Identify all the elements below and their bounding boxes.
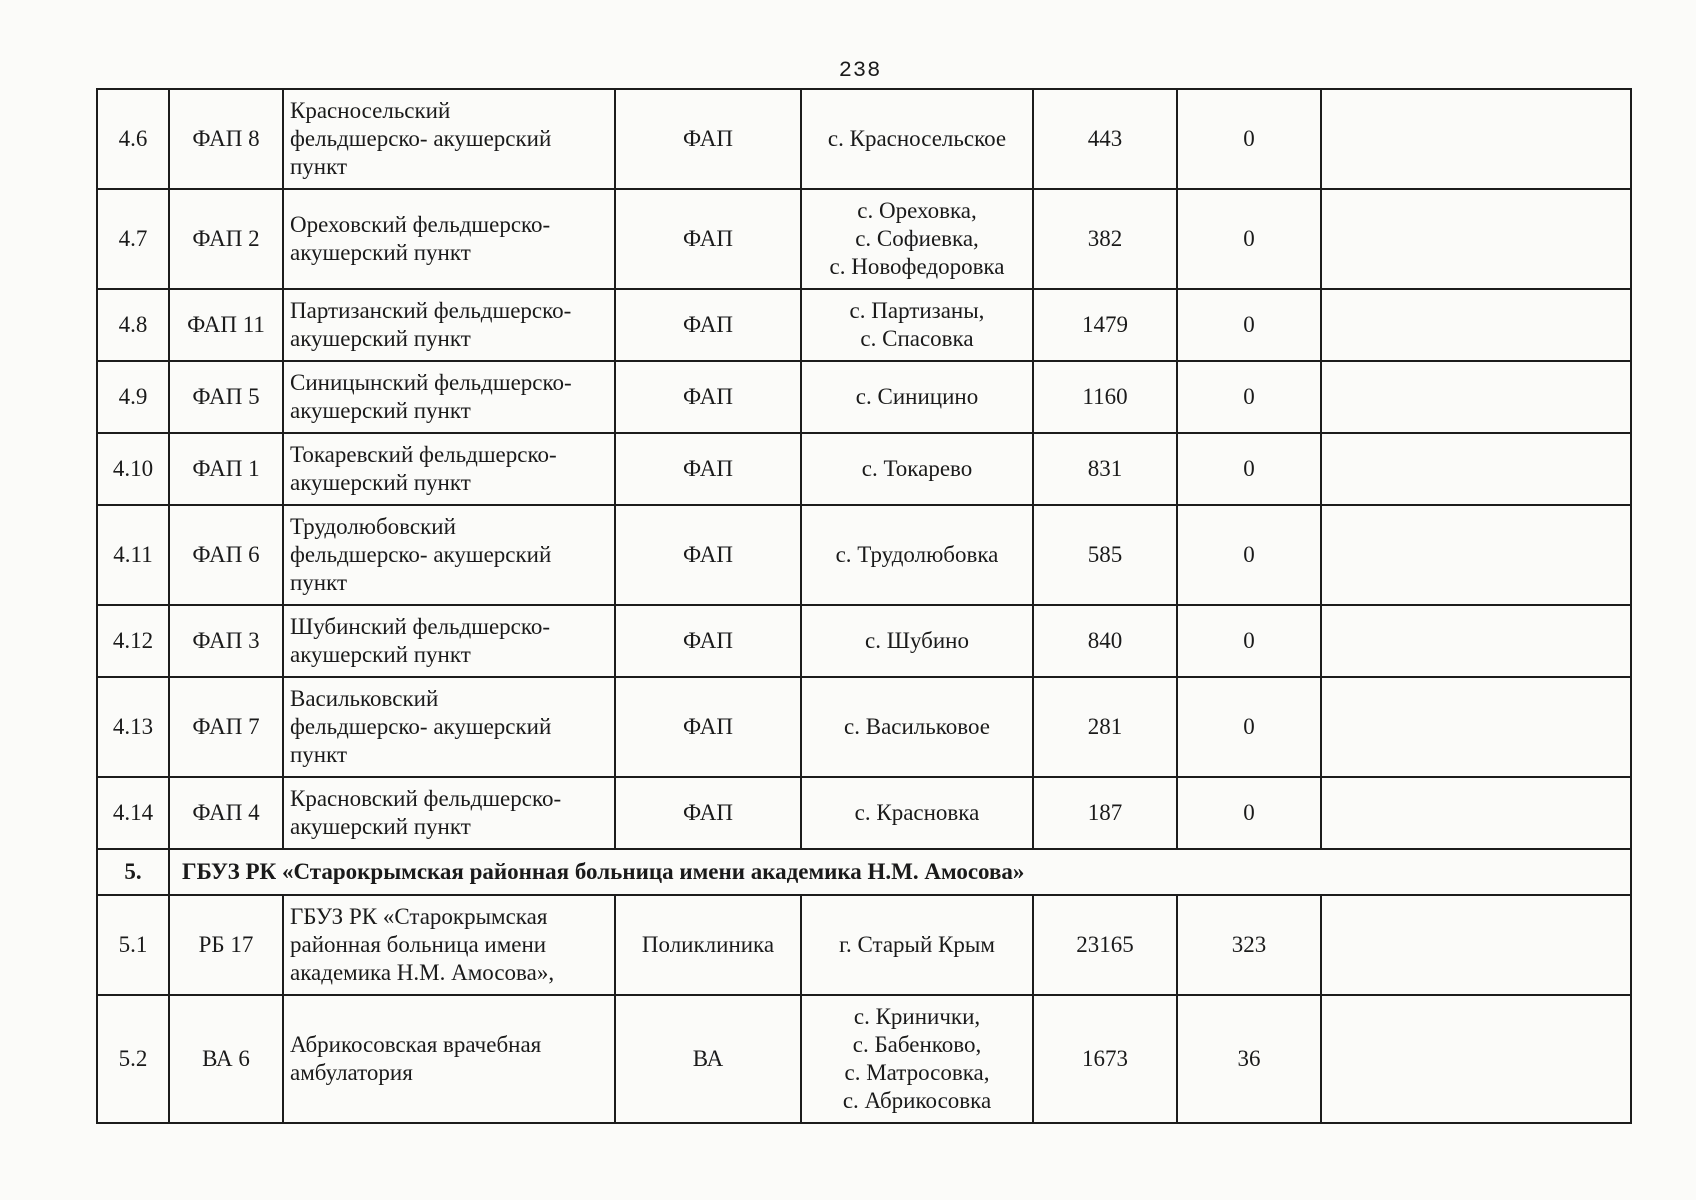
population-value: 443 — [1033, 89, 1177, 189]
table-row — [97, 361, 1631, 433]
facility-name-line: акушерский пункт — [290, 642, 471, 667]
table-row — [97, 677, 1631, 777]
row-number: 4.14 — [97, 777, 169, 849]
table-row — [97, 995, 1631, 1123]
row-number: 4.11 — [97, 505, 169, 605]
served-places — [801, 605, 1033, 677]
served-places-line: с. Васильковое — [844, 714, 990, 739]
facility-name-line: Ореховский фельдшерско- — [290, 212, 551, 237]
facilities-table — [96, 88, 1632, 1124]
served-places-line: с. Софиевка, — [855, 226, 979, 251]
table-row — [97, 895, 1631, 995]
facility-name-line: ГБУЗ РК «Старокрымская — [290, 904, 548, 929]
second-value: 0 — [1177, 289, 1321, 361]
facility-name — [283, 777, 615, 849]
second-value: 0 — [1177, 677, 1321, 777]
served-places — [801, 433, 1033, 505]
note-cell — [1321, 361, 1631, 433]
served-places-line: с. Токарево — [861, 456, 973, 481]
second-value: 36 — [1177, 995, 1321, 1123]
table-row — [97, 189, 1631, 289]
served-places — [801, 289, 1033, 361]
facility-name-line: районная больница имени — [290, 932, 547, 957]
row-number: 4.8 — [97, 289, 169, 361]
note-cell — [1321, 433, 1631, 505]
facility-code: ФАП 7 — [169, 677, 283, 777]
facility-name — [283, 605, 615, 677]
table-row — [97, 505, 1631, 605]
facility-name-line: Партизанский фельдшерско- — [290, 298, 572, 323]
facility-type: ВА — [615, 995, 801, 1123]
served-places — [801, 189, 1033, 289]
section-number: 5. — [97, 849, 169, 895]
facility-code: ФАП 3 — [169, 605, 283, 677]
served-places-line: с. Красновка — [854, 800, 980, 825]
second-value: 0 — [1177, 189, 1321, 289]
facility-code: ФАП 2 — [169, 189, 283, 289]
table-body-district-5 — [97, 895, 1631, 1123]
row-number: 4.13 — [97, 677, 169, 777]
facility-name-line: Токаревский фельдшерско- — [290, 442, 557, 467]
note-cell — [1321, 289, 1631, 361]
facility-type: ФАП — [615, 777, 801, 849]
served-places-line: с. Абрикосовка — [842, 1088, 992, 1113]
note-cell — [1321, 995, 1631, 1123]
second-value: 0 — [1177, 605, 1321, 677]
served-places-line: с. Бабенково, — [852, 1032, 982, 1057]
facility-name — [283, 995, 615, 1123]
facility-type: ФАП — [615, 189, 801, 289]
population-value: 1479 — [1033, 289, 1177, 361]
facility-name-line: акушерский пункт — [290, 470, 471, 495]
section-header-row — [97, 849, 1631, 895]
population-value: 23165 — [1033, 895, 1177, 995]
row-number: 5.2 — [97, 995, 169, 1123]
row-number: 4.6 — [97, 89, 169, 189]
table-row — [97, 289, 1631, 361]
facility-name-line: Красносельский — [290, 98, 451, 123]
row-number: 4.9 — [97, 361, 169, 433]
table-body-section-5 — [97, 849, 1631, 895]
facility-name-line: Шубинский фельдшерско- — [290, 614, 551, 639]
served-places — [801, 895, 1033, 995]
facility-type: ФАП — [615, 677, 801, 777]
facility-code: ФАП 8 — [169, 89, 283, 189]
second-value: 323 — [1177, 895, 1321, 995]
facility-name — [283, 433, 615, 505]
note-cell — [1321, 895, 1631, 995]
facility-name-line: академика Н.М. Амосова», — [290, 960, 555, 985]
population-value: 831 — [1033, 433, 1177, 505]
row-number: 4.7 — [97, 189, 169, 289]
facility-name-line: фельдшерско- акушерский — [290, 714, 552, 739]
note-cell — [1321, 777, 1631, 849]
served-places-line: с. Матросовка, — [844, 1060, 990, 1085]
population-value: 187 — [1033, 777, 1177, 849]
note-cell — [1321, 605, 1631, 677]
second-value: 0 — [1177, 777, 1321, 849]
row-number: 4.10 — [97, 433, 169, 505]
facility-type: ФАП — [615, 89, 801, 189]
facility-name — [283, 895, 615, 995]
table-row — [97, 89, 1631, 189]
table-body-district-4 — [97, 89, 1631, 849]
facility-name-line: пункт — [290, 742, 348, 767]
facility-name-line: акушерский пункт — [290, 240, 471, 265]
facility-name — [283, 189, 615, 289]
facility-name — [283, 89, 615, 189]
facility-name — [283, 361, 615, 433]
second-value: 0 — [1177, 433, 1321, 505]
served-places-line: с. Новофедоровка — [829, 254, 1005, 279]
facility-name-line: Абрикосовская врачебная — [290, 1032, 542, 1057]
facility-name-line: пункт — [290, 154, 348, 179]
served-places-line: с. Кринички, — [853, 1004, 981, 1029]
served-places-line: с. Спасовка — [860, 326, 974, 351]
served-places — [801, 995, 1033, 1123]
note-cell — [1321, 189, 1631, 289]
section-title: ГБУЗ РК «Старокрымская районная больница имени академика Н.М. Амосова» — [169, 849, 1631, 895]
served-places-line: с. Синицино — [855, 384, 979, 409]
served-places-line: с. Красносельское — [827, 126, 1007, 151]
population-value: 840 — [1033, 605, 1177, 677]
note-cell — [1321, 677, 1631, 777]
facility-type: Поликлиника — [615, 895, 801, 995]
facility-name-line: Трудолюбовский — [290, 514, 456, 539]
served-places — [801, 505, 1033, 605]
served-places-line: г. Старый Крым — [839, 932, 995, 957]
facility-code: ФАП 11 — [169, 289, 283, 361]
table-row — [97, 433, 1631, 505]
facility-code: ФАП 5 — [169, 361, 283, 433]
served-places-line: с. Шубино — [865, 628, 969, 653]
facility-code: ФАП 1 — [169, 433, 283, 505]
served-places-line: с. Трудолюбовка — [835, 542, 999, 567]
facility-type: ФАП — [615, 433, 801, 505]
facility-name-line: Красновский фельдшерско- — [290, 786, 562, 811]
note-cell — [1321, 505, 1631, 605]
facility-code: РБ 17 — [169, 895, 283, 995]
facility-type: ФАП — [615, 289, 801, 361]
served-places-line: с. Партизаны, — [849, 298, 985, 323]
facility-name-line: Синицынский фельдшерско- — [290, 370, 572, 395]
facility-name — [283, 289, 615, 361]
row-number: 4.12 — [97, 605, 169, 677]
facility-name-line: Васильковский — [290, 686, 439, 711]
population-value: 281 — [1033, 677, 1177, 777]
population-value: 382 — [1033, 189, 1177, 289]
second-value: 0 — [1177, 505, 1321, 605]
page-number: 238 — [838, 58, 882, 83]
population-value: 1673 — [1033, 995, 1177, 1123]
facility-name-line: акушерский пункт — [290, 398, 471, 423]
table-row — [97, 777, 1631, 849]
facility-name-line: амбулатория — [290, 1060, 413, 1085]
table-row — [97, 605, 1631, 677]
population-value: 1160 — [1033, 361, 1177, 433]
facility-code: ФАП 6 — [169, 505, 283, 605]
facility-name-line: акушерский пункт — [290, 326, 471, 351]
facility-name-line: акушерский пункт — [290, 814, 471, 839]
served-places — [801, 777, 1033, 849]
facility-type: ФАП — [615, 505, 801, 605]
row-number: 5.1 — [97, 895, 169, 995]
facility-name-line: пункт — [290, 570, 348, 595]
facility-name — [283, 505, 615, 605]
served-places — [801, 89, 1033, 189]
facility-type: ФАП — [615, 361, 801, 433]
facility-code: ФАП 4 — [169, 777, 283, 849]
facility-name-line: фельдшерско- акушерский — [290, 126, 552, 151]
facility-name-line: фельдшерско- акушерский — [290, 542, 552, 567]
second-value: 0 — [1177, 361, 1321, 433]
served-places — [801, 677, 1033, 777]
second-value: 0 — [1177, 89, 1321, 189]
population-value: 585 — [1033, 505, 1177, 605]
note-cell — [1321, 89, 1631, 189]
facility-code: ВА 6 — [169, 995, 283, 1123]
facility-type: ФАП — [615, 605, 801, 677]
served-places-line: с. Ореховка, — [857, 198, 977, 223]
served-places — [801, 361, 1033, 433]
facility-name — [283, 677, 615, 777]
